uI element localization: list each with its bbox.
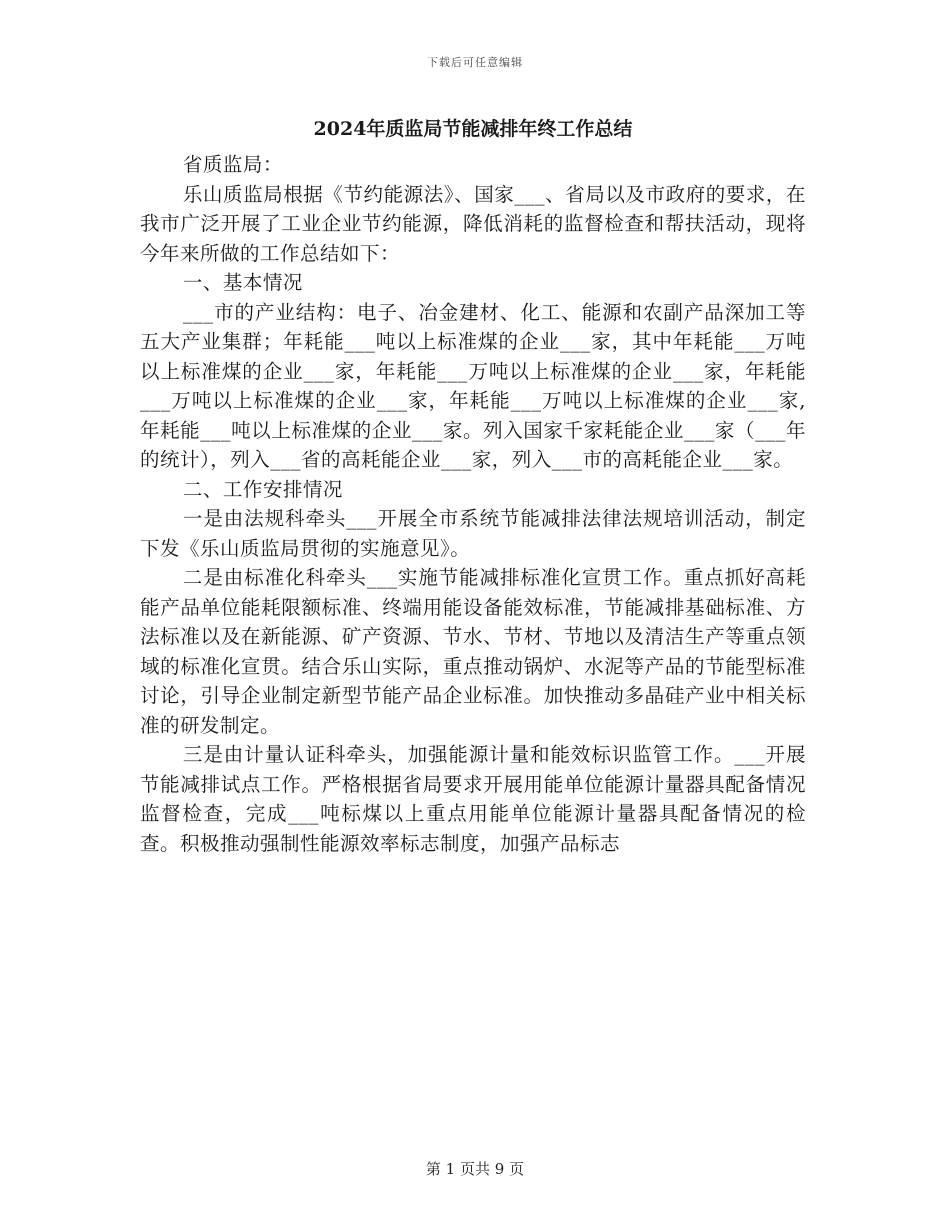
work-paragraph-1: 一是由法规科牵头___开展全市系统节能减排法律法规培训活动，制定下发《乐山质监局贯彻的实施意见》。 <box>140 507 806 560</box>
section-heading-work: 二、工作安排情况 <box>182 477 343 501</box>
page-header: 下载后可任意编辑 <box>427 56 523 69</box>
salutation: 省质监局： <box>182 153 283 176</box>
document-title: 2024年质监局节能减排年终工作总结 <box>313 118 633 140</box>
intro-paragraph: 乐山质监局根据《节约能源法》、国家___、省局以及市政府的要求，在我市广泛开展了工业企业节约能源，降低消耗的监督检查和帮扶活动，现将今年来所做的工作总结如下： <box>140 182 806 265</box>
industry-paragraph: ___市的产业结构：电子、冶金建材、化工、能源和农副产品深加工等五大产业集群；年耗能___吨以上标准煤的企业___家，其中年耗能___万吨以上标准煤的企业___家，年耗能___万吨以上标准煤的企业___家，年耗能___万吨以上标准煤的企业___家，年耗能___万吨以上标准煤的企业___家,年耗能___吨以上标准煤的企业___家。列入国家千家耗能企业___家（___年的统计），列入___省的高耗能企业___家，列入___市的高耗能企业___家。 <box>140 300 806 471</box>
work-paragraph-3: 三是由计量认证科牵头，加强能源计量和能效标识监管工作。___开展节能减排试点工作。严格根据省局要求开展用能单位能源计量器具配备情况监督检查，完成___吨标煤以上重点用能单位能源计量器具配备情况的检查。积极推动强制性能源效率标志制度，加强产品标志 <box>140 743 806 855</box>
work-paragraph-2: 二是由标准化科牵头___实施节能减排标准化宣贯工作。重点抓好高耗能产品单位能耗限额标准、终端用能设备能效标准，节能减排基础标准、方法标准以及在新能源、矿产资源、节水、节材、节地以及清洁生产等重点领域的标准化宣贯。结合乐山实际，重点推动锅炉、水泥等产品的节能型标准讨论，引导企业制定新型节能产品企业标准。加快推动多晶硅产业中相关标准的研发制定。 <box>140 566 806 737</box>
document-body <box>140 150 806 858</box>
section-heading-basic: 一、基本情况 <box>182 271 303 294</box>
page-number: 第 1 页共 9 页 <box>425 1160 525 1178</box>
